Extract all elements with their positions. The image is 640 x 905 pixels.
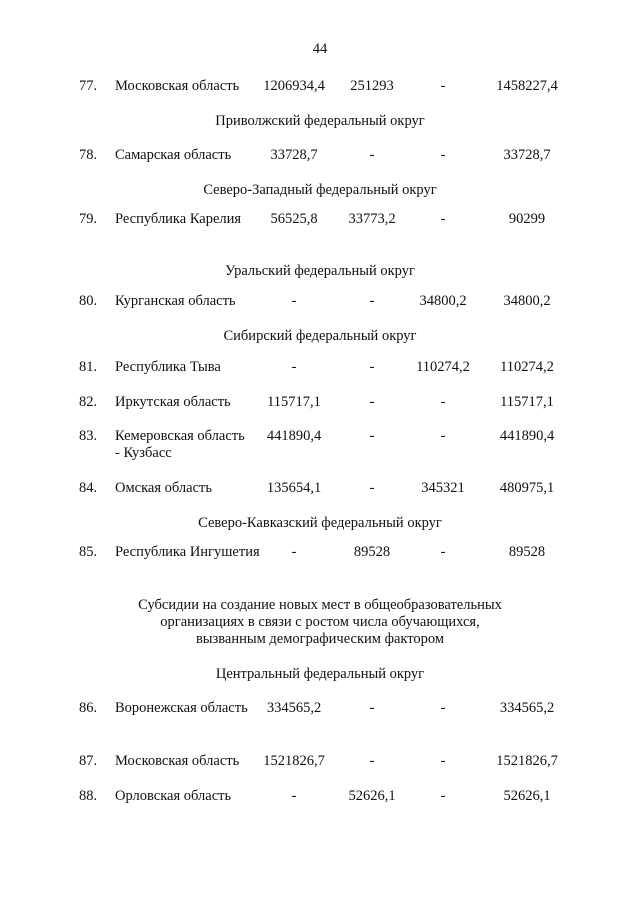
row-number: 87.	[79, 753, 98, 769]
value-col-2: -	[369, 147, 375, 163]
value-total: 1458227,4	[496, 78, 558, 94]
value-total: 441890,4	[499, 428, 555, 444]
region-name: Кемеровская область - Кузбасс	[115, 428, 245, 461]
district-heading: Уральский федеральный округ	[225, 263, 415, 279]
value-col-3: -	[440, 428, 446, 444]
table-row	[0, 753, 640, 793]
value-col-3: -	[440, 78, 446, 94]
value-col-1: -	[291, 544, 297, 560]
subsidy-heading	[60, 597, 580, 648]
value-col-2: -	[369, 753, 375, 769]
value-col-3: 345321	[421, 480, 465, 496]
value-col-3: -	[440, 147, 446, 163]
value-col-3: -	[440, 394, 446, 410]
value-col-2: -	[369, 293, 375, 309]
subsidy-heading-line: организациях в связи с ростом числа обучающихся,	[160, 614, 480, 630]
value-total: 480975,1	[499, 480, 555, 496]
region-name: Курганская область	[115, 293, 236, 309]
value-total: 110274,2	[500, 359, 554, 375]
region-name: Воронежская область	[115, 700, 248, 716]
value-col-2: -	[369, 428, 375, 444]
region-name: Республика Ингушетия	[115, 544, 260, 560]
row-number: 83.	[79, 428, 98, 444]
table-row	[0, 428, 640, 468]
value-total: 33728,7	[503, 147, 551, 163]
row-number: 79.	[79, 211, 98, 227]
row-number: 86.	[79, 700, 98, 716]
value-col-2: -	[369, 700, 375, 716]
value-col-3: -	[440, 700, 446, 716]
page-number: 44	[312, 41, 328, 57]
region-name: Орловская область	[115, 788, 232, 804]
value-total: 334565,2	[499, 700, 555, 716]
table-row	[0, 147, 640, 187]
value-total: 115717,1	[500, 394, 554, 410]
table-row	[0, 480, 640, 520]
value-col-3: -	[440, 211, 446, 227]
value-col-1: 33728,7	[270, 147, 318, 163]
table-row	[0, 544, 640, 584]
row-number: 82.	[79, 394, 98, 410]
region-name: Республика Карелия	[115, 211, 242, 227]
value-col-2: -	[369, 359, 375, 375]
value-col-3: -	[440, 544, 446, 560]
region-name: Республика Тыва	[115, 359, 221, 375]
region-name: Омская область	[115, 480, 212, 496]
region-name: Московская область	[115, 78, 240, 94]
row-number: 84.	[79, 480, 98, 496]
value-col-2: 52626,1	[348, 788, 396, 804]
value-col-1: -	[291, 359, 297, 375]
row-number: 77.	[79, 78, 98, 94]
value-col-2: 251293	[350, 78, 394, 94]
value-col-1: 1206934,4	[263, 78, 325, 94]
table-row	[0, 359, 640, 399]
row-number: 81.	[79, 359, 98, 375]
region-name: Иркутская область	[115, 394, 231, 410]
value-col-2: -	[369, 480, 375, 496]
value-total: 90299	[508, 211, 546, 227]
region-name: Самарская область	[115, 147, 232, 163]
value-col-3: 34800,2	[419, 293, 467, 309]
value-col-2: 89528	[353, 544, 391, 560]
subsidy-heading-line: вызванным демографическим фактором	[195, 631, 445, 647]
value-total: 52626,1	[503, 788, 551, 804]
row-number: 80.	[79, 293, 98, 309]
value-col-1: -	[291, 788, 297, 804]
district-heading: Центральный федеральный округ	[215, 666, 425, 682]
row-number: 88.	[79, 788, 98, 804]
table-row	[0, 78, 640, 118]
value-col-1: 135654,1	[266, 480, 322, 496]
value-col-1: 334565,2	[266, 700, 322, 716]
row-number: 85.	[79, 544, 98, 560]
value-col-3: 110274,2	[416, 359, 470, 375]
value-col-3: -	[440, 753, 446, 769]
district-heading: Приволжский федеральный округ	[215, 113, 425, 129]
value-col-1: 115717,1	[267, 394, 321, 410]
value-col-1: 56525,8	[270, 211, 318, 227]
table-row	[0, 788, 640, 828]
value-col-3: -	[440, 788, 446, 804]
value-col-2: -	[369, 394, 375, 410]
table-row	[0, 293, 640, 333]
value-total: 89528	[508, 544, 546, 560]
district-heading: Сибирский федеральный округ	[223, 328, 417, 344]
value-col-2: 33773,2	[348, 211, 396, 227]
table-row	[0, 700, 640, 740]
value-total: 1521826,7	[496, 753, 558, 769]
value-col-1: 1521826,7	[263, 753, 325, 769]
subsidy-heading-line: Субсидии на создание новых мест в общеобразовательных	[138, 597, 502, 613]
district-heading: Северо-Кавказский федеральный округ	[198, 515, 442, 531]
value-col-1: 441890,4	[266, 428, 322, 444]
region-name: Московская область	[115, 753, 240, 769]
district-heading: Северо-Западный федеральный округ	[203, 182, 437, 198]
value-total: 34800,2	[503, 293, 551, 309]
row-number: 78.	[79, 147, 98, 163]
value-col-1: -	[291, 293, 297, 309]
table-row	[0, 211, 640, 251]
